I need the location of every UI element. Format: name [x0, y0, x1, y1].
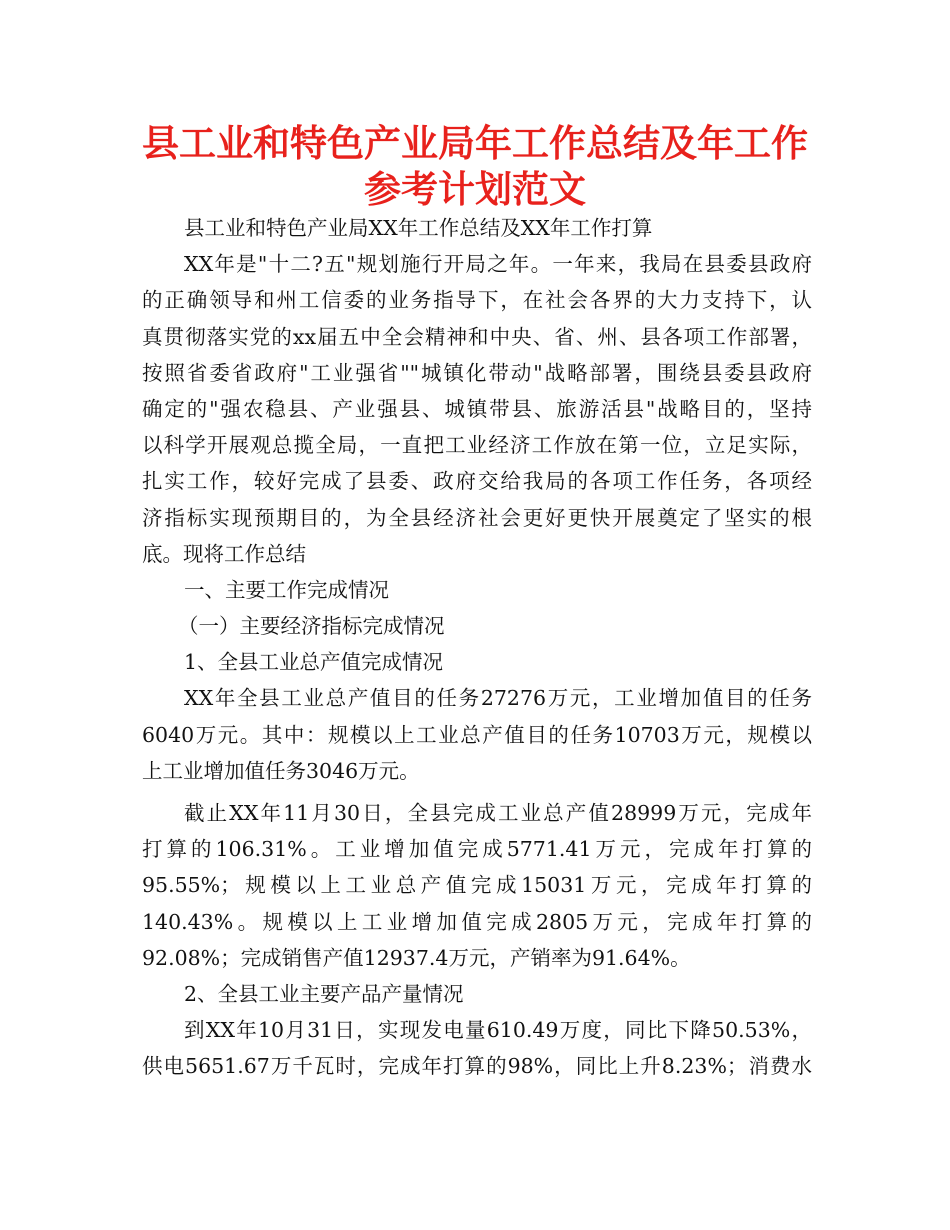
paragraph-line: 6040万元。其中：规模以上工业总产值目的任务10703万元，规模以: [142, 722, 812, 747]
item-heading: 1、全县工业总产值完成情况: [184, 650, 444, 675]
document-title-line-1: 县工业和特色产业局年工作总结及年工作: [142, 122, 808, 165]
paragraph-line: 供电5651.67万千瓦时，完成年打算的98%，同比上升8.23%；消费水: [142, 1054, 812, 1079]
paragraph-line: XX年全县工业总产值目的任务27276万元，工业增加值目的任务: [184, 686, 812, 711]
paragraph-line: 确定的"强农稳县、产业强县、城镇带县、旅游活县"战略目的，坚持: [142, 396, 812, 421]
paragraph-line: 真贯彻落实党的xx届五中全会精神和中央、省、州、县各项工作部署，: [142, 324, 812, 349]
paragraph-line: XX年是"十二?五"规划施行开局之年。一年来，我局在县委县政府: [184, 252, 812, 277]
paragraph-line: 的正确领导和州工信委的业务指导下，在社会各界的大力支持下，认: [142, 288, 812, 313]
paragraph-line: 95.55%；规模以上工业总产值完成15031万元，完成年打算的: [142, 873, 812, 898]
paragraph-line: 140.43%。规模以上工业增加值完成2805万元，完成年打算的: [142, 909, 812, 934]
item-heading: 2、全县工业主要产品产量情况: [184, 981, 464, 1006]
paragraph-line: 按照省委省政府"工业强省""城镇化带动"战略部署，围绕县委县政府: [142, 360, 812, 385]
subsection-heading: （一）主要经济指标完成情况: [178, 614, 445, 639]
paragraph-line: 济指标实现预期目的，为全县经济社会更好更快开展奠定了坚实的根: [142, 505, 812, 530]
subtitle-line: 县工业和特色产业局XX年工作总结及XX年工作打算: [184, 216, 653, 240]
section-heading: 一、主要工作完成情况: [184, 577, 389, 602]
paragraph-line: 到XX年10月31日，实现发电量610.49万度，同比下降50.53%，: [184, 1018, 812, 1043]
paragraph-line: 打算的106.31%。工业增加值完成5771.41万元，完成年打算的: [142, 837, 812, 862]
paragraph-line: 上工业增加值任务3046万元。: [142, 758, 420, 783]
document-title-line-2: 参考计划范文: [364, 168, 586, 211]
document-body: [142, 210, 812, 1085]
paragraph-line: 92.08%；完成销售产值12937.4万元，产销率为91.64%。: [142, 945, 691, 970]
paragraph-line: 底。现将工作总结: [142, 541, 306, 566]
paragraph-line: 截止XX年11月30日，全县完成工业总产值28999万元，完成年: [184, 801, 812, 825]
paragraph-line: 以科学开展观总揽全局，一直把工业经济工作放在第一位，立足实际，: [142, 433, 812, 458]
paragraph-line: 扎实工作，较好完成了县委、政府交给我局的各项工作任务，各项经: [142, 469, 812, 494]
